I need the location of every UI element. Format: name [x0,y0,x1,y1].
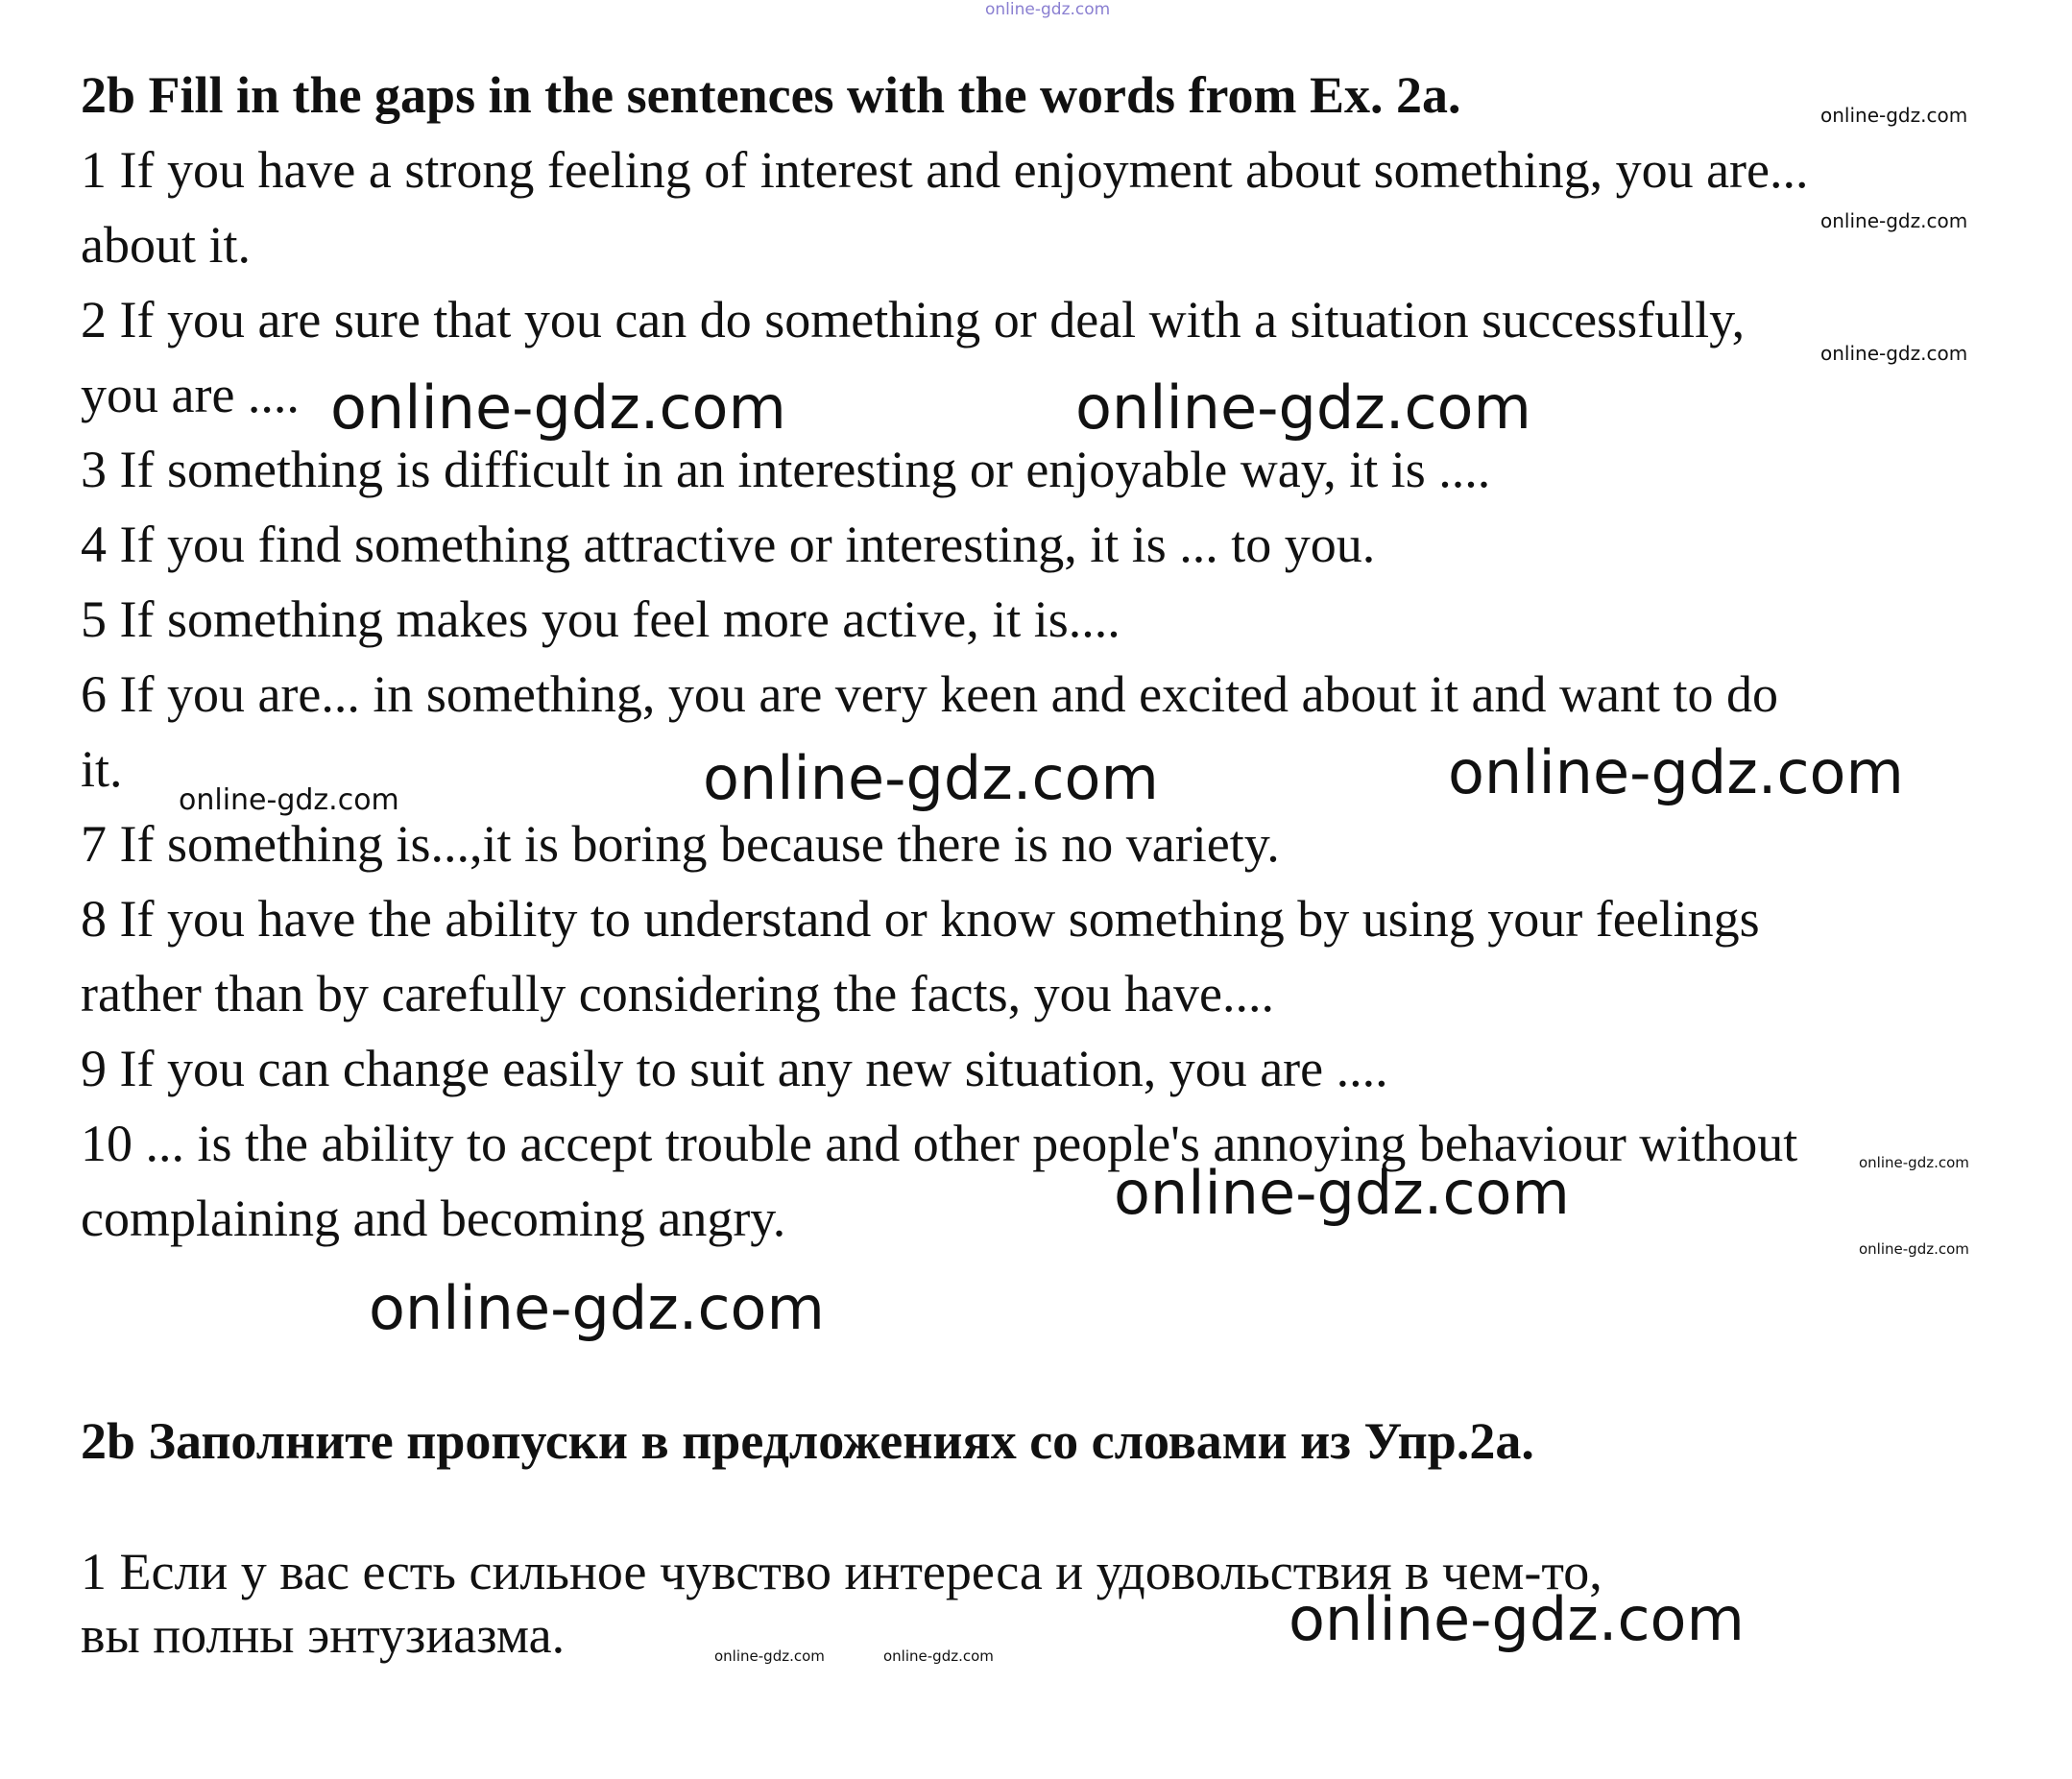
sentence-line: 3 If something is difficult in an interesting or enjoyable way, it is .... [81,441,1491,498]
sentence-line: it. [81,740,123,798]
sentence-line: 7 If something is...,it is boring because there is no variety. [81,815,1280,873]
watermark: online-gdz.com [1820,342,1968,365]
watermark: online-gdz.com [179,783,399,817]
translation-line: 1 Если у вас есть сильное чувство интереса и удовольствия в чем-то, [81,1543,1602,1600]
watermark: online-gdz.com [703,743,1159,813]
sentence-line: rather than by carefully considering the facts, you have.... [81,965,1275,1022]
sentence-line: 1 If you have a strong feeling of interest and enjoyment about something, you are... [81,141,1809,199]
exercise-heading: 2b Fill in the gaps in the sentences with the words from Ex. 2a. [81,66,1461,124]
sentence-line: you are .... [81,366,300,423]
sentence-line: 10 ... is the ability to accept trouble and other people's annoying behaviour without [81,1115,1798,1172]
sentence-line: 8 If you have the ability to understand or know something by using your feelings [81,890,1760,948]
translation-line: вы полны энтузиазма. [81,1606,566,1664]
watermark: online-gdz.com [1289,1584,1745,1654]
watermark: online-gdz.com [1820,209,1968,232]
watermark: online-gdz.com [330,373,786,443]
sentence-line: 2 If you are sure that you can do something or deal with a situation successfully, [81,291,1746,349]
sentence-line: 9 If you can change easily to suit any new situation, you are .... [81,1040,1388,1097]
sentence-line: about it. [81,216,251,274]
translation-heading: 2b Заполните пропуски в предложениях со словами из Упр.2а. [81,1412,1534,1470]
sentence-line: 4 If you find something attractive or interesting, it is ... to you. [81,516,1376,573]
watermark: online-gdz.com [1114,1158,1570,1228]
watermark: online-gdz.com [1859,1240,1969,1258]
exercise-block [81,58,2001,1256]
watermark-top: online-gdz.com [985,0,1111,19]
watermark: online-gdz.com [369,1273,825,1343]
sentence-line: 5 If something makes you feel more active, it is.... [81,590,1120,648]
watermark: online-gdz.com [1448,737,1904,807]
sentence-line: complaining and becoming angry. [81,1190,786,1247]
watermark: online-gdz.com [1859,1154,1969,1171]
watermark: online-gdz.com [714,1647,825,1665]
watermark: online-gdz.com [1075,373,1531,443]
sentence-line: 6 If you are... in something, you are very keen and excited about it and want to do [81,665,1778,723]
watermark: online-gdz.com [1820,104,1968,127]
watermark: online-gdz.com [883,1647,994,1665]
